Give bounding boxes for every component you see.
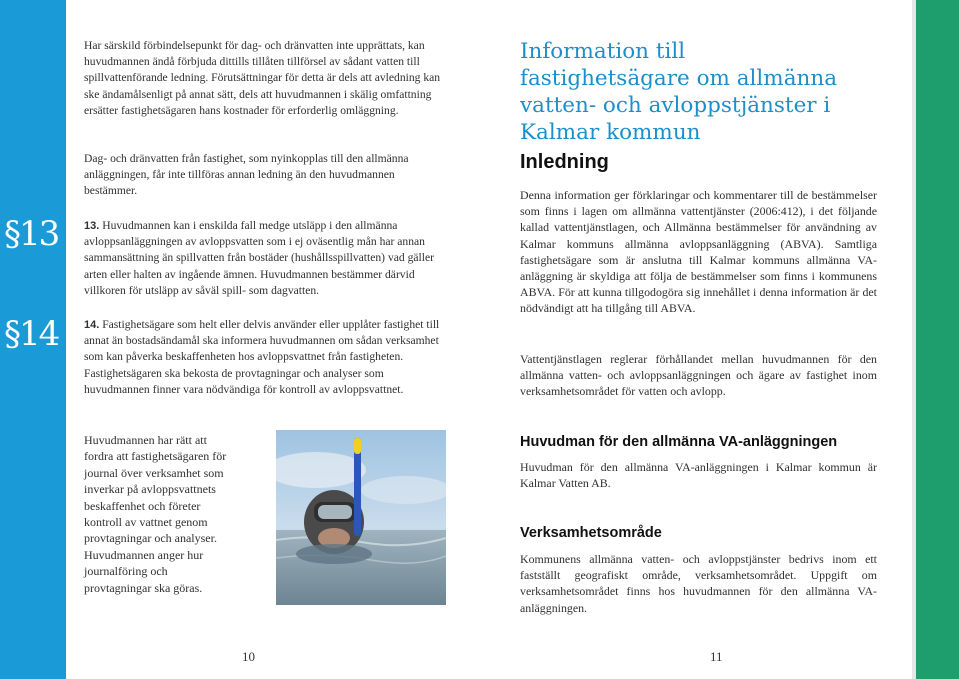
huvudman-paragraph: Huvudman för den allmänna VA-anläggningen i Kalmar kommun är Kalmar Vatten AB. [520,460,877,491]
section-13-marker: §13 [4,214,59,254]
inledning-heading: Inledning [520,151,609,173]
right-page-number: 11 [710,649,723,664]
verksamhet-heading: Verksamhetsområde [520,525,662,541]
section-13-number: 13. [84,220,100,232]
section-14-text: Fastighetsägare som helt eller delvis använder eller upplåter fastighet till annat än bostadsändamål ska informera huvudmannen om sådan verksamhet som kan påverka beskaffenheten hos avloppsvattnet från fastigheten. Fastighetsägaren ska bekosta de provtagningar och analyser som huvudmannen finner vara nödvändiga för kontroll av avloppsvattnet. [84,318,440,396]
right-color-bar [912,0,959,679]
section-14-number: 14. [84,319,100,331]
measurement-paragraph: Huvudmannen har rätt att fordra att fastighetsägaren för journal över verksamhet som inverkar på avloppsvattnets beskaffenhet och företer kontroll av vattnet genom provtagningar och analyser. Huvudmannen anger hur journalföring och provtagningar ska göras. [84,433,227,595]
left-color-bar [0,0,66,679]
page-title: Information till fastighetsägare om allmänna vatten- och avloppstjänster i Kalmar kommun [520,39,838,145]
section-13-text: Huvudmannen kan i enskilda fall medge utsläpp i den allmänna avloppsanläggningen av avloppsvatten som i ej oväsentlig mån har annan sammansättning än spillvatten från bostäder (hushållsspillvatten) vad gäller arten eller halten av ingående ämnen. Huvudmannen bestämmer därvid villkoren för utsläpp av såväl spill- som dagvatten. [84,219,434,297]
stormwater-paragraph: Dag- och dränvatten från fastighet, som nyinkopplas till den allmänna anläggningen, får inte tillföras annan ledning än den huvudmannen bestämmer. [84,152,409,198]
intro-paragraph: Har särskild förbindelsepunkt för dag- och dränvatten inte upprättats, kan huvudmannen ändå förbjuda dittills tillåten tillförsel av sådant vatten till spillvattenförande ledning. Förutsättningar för detta är dels att avledning kan ske ändamålsenligt på annat sätt, dels att huvudmannen i skälig omfattning ersätter fastighetsägaren hans kostnader för erforderlig omläggning. [84,39,441,117]
left-page-number: 10 [242,649,255,664]
verksamhet-paragraph: Kommunens allmänna vatten- och avloppstjänster bedrivs inom ett fastställt geografiskt område, verksamhetsområdet. Uppgift om verksamhetsområdet finns hos huvudmannen för den allmänna VA-anläggningen. [520,552,877,615]
section-14-paragraph [84,317,444,398]
inledning-paragraph-1: Denna information ger förklaringar och kommentarer till de bestämmelser som finns i lagen om allmänna vattentjänster (2006:412), i det följande kallad vattentjänstlagen, och Allmänna bestämmelser för användning av Kalmar kommuns allmänna avloppsanläggning (ABVA). Samtliga fastighetsägare som är anslutna till Kalmar kommuns allmänna VA-anläggning är skyldiga att följa de bestämmelser som finns i kommunens ABVA. För att kunna tillgodogöra sig innehållet i denna information är det nödvändigt att ha tillgång till ABVA. [520,188,877,316]
section-13-paragraph [84,218,444,299]
huvudman-heading: Huvudman för den allmänna VA-anläggningen [520,434,838,450]
snorkeler-photo [276,430,446,605]
section-14-marker: §14 [4,314,59,354]
inledning-paragraph-2: Vattentjänstlagen reglerar förhållandet mellan huvudmannen för den allmänna vatten- och avloppsanläggningen och ägare av fastighet inom verksamhetsområdet för vatten och avlopp. [520,352,877,399]
